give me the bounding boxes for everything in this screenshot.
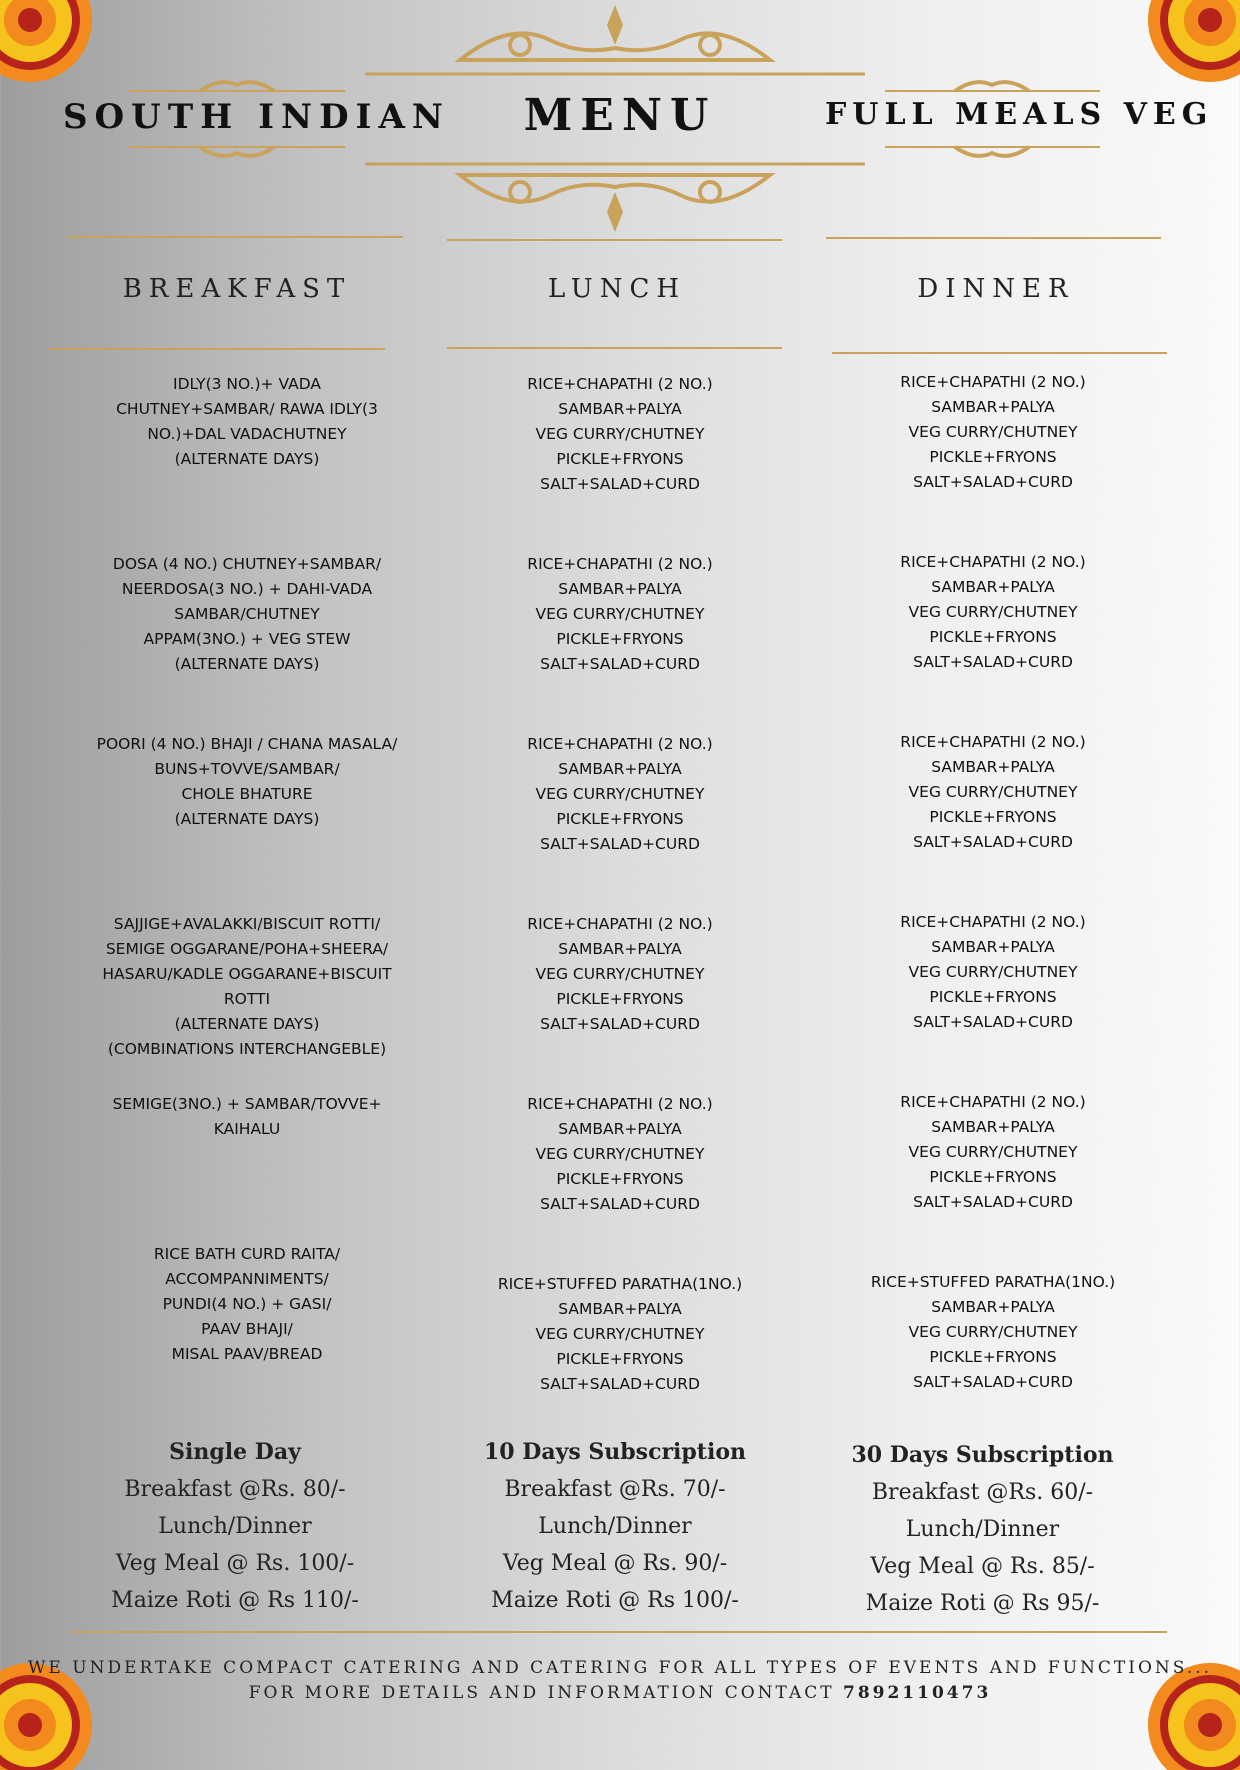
pricing-line: Breakfast @Rs. 70/- — [504, 1477, 726, 1502]
lunch-bottom-divider — [447, 347, 782, 349]
menu-item-line: VEG CURRY/CHUTNEY — [908, 423, 1078, 441]
menu-item-line: SAMBAR+PALYA — [558, 940, 682, 958]
dinner-menu-item — [823, 1090, 1163, 1215]
menu-item-line: PICKLE+FRYONS — [556, 450, 684, 468]
breakfast-menu-item — [72, 1092, 422, 1142]
menu-item-line: (ALTERNATE DAYS) — [174, 450, 320, 468]
menu-item-line: CHOLE BHATURE — [181, 785, 313, 803]
lunch-menu-item — [450, 912, 790, 1037]
menu-item-line: CHUTNEY+SAMBAR/ RAWA IDLY(3 — [116, 400, 378, 418]
header-left-title: SOUTH INDIAN — [63, 97, 450, 137]
menu-item-line: SALT+SALAD+CURD — [540, 1375, 700, 1393]
pricing-line: Veg Meal @ Rs. 100/- — [115, 1551, 355, 1576]
footer-divider — [72, 1631, 1167, 1633]
dinner-menu-item — [823, 550, 1163, 675]
lunch-menu-item — [450, 732, 790, 857]
menu-item-line: VEG CURRY/CHUTNEY — [908, 1323, 1078, 1341]
footer-contact-text: FOR MORE DETAILS AND INFORMATION CONTACT — [248, 1683, 843, 1703]
menu-item-line: APPAM(3NO.) + VEG STEW — [143, 630, 351, 648]
pricing-line: Breakfast @Rs. 60/- — [871, 1480, 1094, 1505]
menu-item-line: VEG CURRY/CHUTNEY — [908, 1143, 1078, 1161]
menu-item-line: RICE+CHAPATHI (2 NO.) — [900, 1093, 1086, 1111]
menu-item-line: SAMBAR+PALYA — [931, 758, 1055, 776]
menu-item-line: VEG CURRY/CHUTNEY — [535, 1145, 705, 1163]
menu-item-line: RICE+CHAPATHI (2 NO.) — [527, 735, 713, 753]
pricing-line: Lunch/Dinner — [158, 1514, 312, 1539]
menu-item-line: SAMBAR+PALYA — [558, 1120, 682, 1138]
menu-item-line: PICKLE+FRYONS — [929, 808, 1057, 826]
dinner-menu-item — [823, 910, 1163, 1035]
breakfast-menu-item — [72, 912, 422, 1062]
footer-phone: 7892110473 — [842, 1683, 992, 1703]
menu-item-line: VEG CURRY/CHUTNEY — [908, 603, 1078, 621]
menu-item-line: SAMBAR+PALYA — [931, 578, 1055, 596]
breakfast-menu-item — [72, 732, 422, 832]
menu-item-line: ACCOMPANNIMENTS/ — [165, 1270, 329, 1288]
pricing-line: Lunch/Dinner — [538, 1514, 692, 1539]
menu-item-line: SAMBAR+PALYA — [558, 580, 682, 598]
menu-item-line: POORI (4 NO.) BHAJI / CHANA MASALA/ — [96, 735, 398, 753]
menu-item-line: PICKLE+FRYONS — [929, 1168, 1057, 1186]
menu-item-line: SAMBAR+PALYA — [931, 938, 1055, 956]
lunch-column — [450, 372, 790, 1393]
menu-item-line: SALT+SALAD+CURD — [913, 1193, 1073, 1211]
menu-item-line: RICE+CHAPATHI (2 NO.) — [527, 375, 713, 393]
menu-item-line: PUNDI(4 NO.) + GASI/ — [162, 1295, 332, 1313]
pricing-line: Lunch/Dinner — [905, 1517, 1060, 1542]
menu-item-line: (ALTERNATE DAYS) — [174, 1015, 320, 1033]
menu-item-line: RICE+CHAPATHI (2 NO.) — [527, 1095, 713, 1113]
breakfast-menu-item — [72, 1242, 422, 1367]
dinner-title: DINNER — [917, 274, 1075, 304]
menu-item-line: RICE+STUFFED PARATHA(1NO.) — [870, 1273, 1116, 1291]
lunch-menu-item — [450, 1272, 790, 1397]
menu-item-line: KAIHALU — [213, 1120, 281, 1138]
dinner-menu-item — [823, 370, 1163, 495]
menu-item-line: SALT+SALAD+CURD — [540, 835, 700, 853]
menu-item-line: SAMBAR+PALYA — [931, 1298, 1055, 1316]
dinner-menu-item — [823, 1270, 1163, 1395]
menu-item-line: DOSA (4 NO.) CHUTNEY+SAMBAR/ — [112, 555, 382, 573]
menu-item-line: NO.)+DAL VADACHUTNEY — [147, 425, 347, 443]
menu-item-line: SALT+SALAD+CURD — [540, 1015, 700, 1033]
menu-item-line: RICE+CHAPATHI (2 NO.) — [527, 915, 713, 933]
dinner-top-divider — [826, 237, 1161, 239]
dinner-menu-item — [823, 730, 1163, 855]
lunch-menu-item — [450, 552, 790, 677]
menu-item-line: SAMBAR+PALYA — [558, 400, 682, 418]
breakfast-column — [72, 372, 422, 1372]
menu-item-line: SALT+SALAD+CURD — [913, 833, 1073, 851]
menu-item-line: RICE+CHAPATHI (2 NO.) — [900, 913, 1086, 931]
breakfast-bottom-divider — [50, 348, 385, 350]
menu-item-line: PICKLE+FRYONS — [556, 810, 684, 828]
footer-catering-line: WE UNDERTAKE COMPACT CATERING AND CATERING FOR ALL TYPES OF EVENTS AND FUNCTIONS... — [27, 1658, 1213, 1678]
pricing-single-day — [80, 1434, 390, 1619]
menu-item-line: VEG CURRY/CHUTNEY — [535, 1325, 705, 1343]
menu-item-line: SAMBAR+PALYA — [931, 398, 1055, 416]
menu-item-line: PICKLE+FRYONS — [929, 448, 1057, 466]
menu-item-line: IDLY(3 NO.)+ VADA — [173, 375, 321, 393]
menu-item-line: VEG CURRY/CHUTNEY — [908, 783, 1078, 801]
menu-item-line: SALT+SALAD+CURD — [913, 473, 1073, 491]
menu-item-line: PICKLE+FRYONS — [929, 988, 1057, 1006]
menu-item-line: PICKLE+FRYONS — [929, 628, 1057, 646]
menu-item-line: PICKLE+FRYONS — [556, 990, 684, 1008]
menu-item-line: SALT+SALAD+CURD — [913, 1373, 1073, 1391]
breakfast-top-divider — [68, 236, 403, 238]
menu-item-line: (ALTERNATE DAYS) — [174, 810, 320, 828]
menu-item-line: PICKLE+FRYONS — [556, 630, 684, 648]
menu-item-line: PICKLE+FRYONS — [556, 1350, 684, 1368]
menu-item-line: (ALTERNATE DAYS) — [174, 655, 320, 673]
pricing-line: Maize Roti @ Rs 110/- — [111, 1588, 359, 1613]
breakfast-title: BREAKFAST — [122, 274, 352, 304]
breakfast-menu-item — [72, 552, 422, 677]
pricing-title: 30 Days Subscription — [851, 1442, 1114, 1468]
menu-item-line: RICE+STUFFED PARATHA(1NO.) — [497, 1275, 743, 1293]
menu-item-line: NEERDOSA(3 NO.) + DAHI-VADA — [121, 580, 373, 598]
footer-contact-line — [0, 1683, 1240, 1703]
lunch-menu-item — [450, 1092, 790, 1217]
pricing-line: Veg Meal @ Rs. 85/- — [870, 1554, 1095, 1579]
pricing-title: 10 Days Subscription — [483, 1439, 746, 1465]
pricing-30-days — [830, 1437, 1135, 1622]
menu-item-line: VEG CURRY/CHUTNEY — [908, 963, 1078, 981]
menu-item-line: SALT+SALAD+CURD — [540, 1195, 700, 1213]
menu-item-line: SAJJIGE+AVALAKKI/BISCUIT ROTTI/ — [113, 915, 381, 933]
menu-item-line: MISAL PAAV/BREAD — [171, 1345, 323, 1363]
menu-item-line: PAAV BHAJI/ — [201, 1320, 293, 1338]
menu-item-line: VEG CURRY/CHUTNEY — [535, 605, 705, 623]
breakfast-menu-item — [72, 372, 422, 472]
menu-item-line: RICE+CHAPATHI (2 NO.) — [900, 373, 1086, 391]
menu-item-line: RICE+CHAPATHI (2 NO.) — [900, 733, 1086, 751]
header-menu-title: MENU — [523, 90, 717, 141]
dinner-column — [823, 370, 1163, 1391]
menu-item-line: BUNS+TOVVE/SAMBAR/ — [154, 760, 340, 778]
menu-item-line: SAMBAR+PALYA — [558, 1300, 682, 1318]
lunch-menu-item — [450, 372, 790, 497]
menu-item-line: SAMBAR/CHUTNEY — [174, 605, 320, 623]
menu-item-line: PICKLE+FRYONS — [556, 1170, 684, 1188]
menu-item-line: SALT+SALAD+CURD — [913, 1013, 1073, 1031]
dinner-bottom-divider — [832, 352, 1167, 354]
menu-item-line: SALT+SALAD+CURD — [540, 655, 700, 673]
menu-item-line: VEG CURRY/CHUTNEY — [535, 785, 705, 803]
menu-item-line: SAMBAR+PALYA — [558, 760, 682, 778]
menu-item-line: HASARU/KADLE OGGARANE+BISCUIT — [102, 965, 392, 983]
header-right-title: FULL MEALS VEG — [825, 97, 1214, 132]
menu-item-line: SALT+SALAD+CURD — [540, 475, 700, 493]
menu-item-line: (COMBINATIONS INTERCHANGEBLE) — [107, 1040, 387, 1058]
pricing-line: Maize Roti @ Rs 100/- — [491, 1588, 739, 1613]
menu-item-line: RICE+CHAPATHI (2 NO.) — [900, 553, 1086, 571]
menu-item-line: SEMIGE(3NO.) + SAMBAR/TOVVE+ — [112, 1095, 382, 1113]
lunch-title: LUNCH — [547, 274, 687, 304]
menu-item-line: VEG CURRY/CHUTNEY — [535, 965, 705, 983]
pricing-line: Veg Meal @ Rs. 90/- — [502, 1551, 728, 1576]
pricing-line: Maize Roti @ Rs 95/- — [865, 1591, 1100, 1616]
menu-item-line: SALT+SALAD+CURD — [913, 653, 1073, 671]
menu-item-line: RICE BATH CURD RAITA/ — [153, 1245, 341, 1263]
pricing-title: Single Day — [169, 1439, 301, 1465]
lunch-top-divider — [447, 239, 782, 241]
menu-item-line: RICE+CHAPATHI (2 NO.) — [527, 555, 713, 573]
menu-item-line: VEG CURRY/CHUTNEY — [535, 425, 705, 443]
menu-item-line: PICKLE+FRYONS — [929, 1348, 1057, 1366]
menu-item-line: SEMIGE OGGARANE/POHA+SHEERA/ — [105, 940, 389, 958]
pricing-10-days — [455, 1434, 775, 1619]
pricing-line: Breakfast @Rs. 80/- — [124, 1477, 346, 1502]
menu-item-line: ROTTI — [223, 990, 271, 1008]
menu-item-line: SAMBAR+PALYA — [931, 1118, 1055, 1136]
